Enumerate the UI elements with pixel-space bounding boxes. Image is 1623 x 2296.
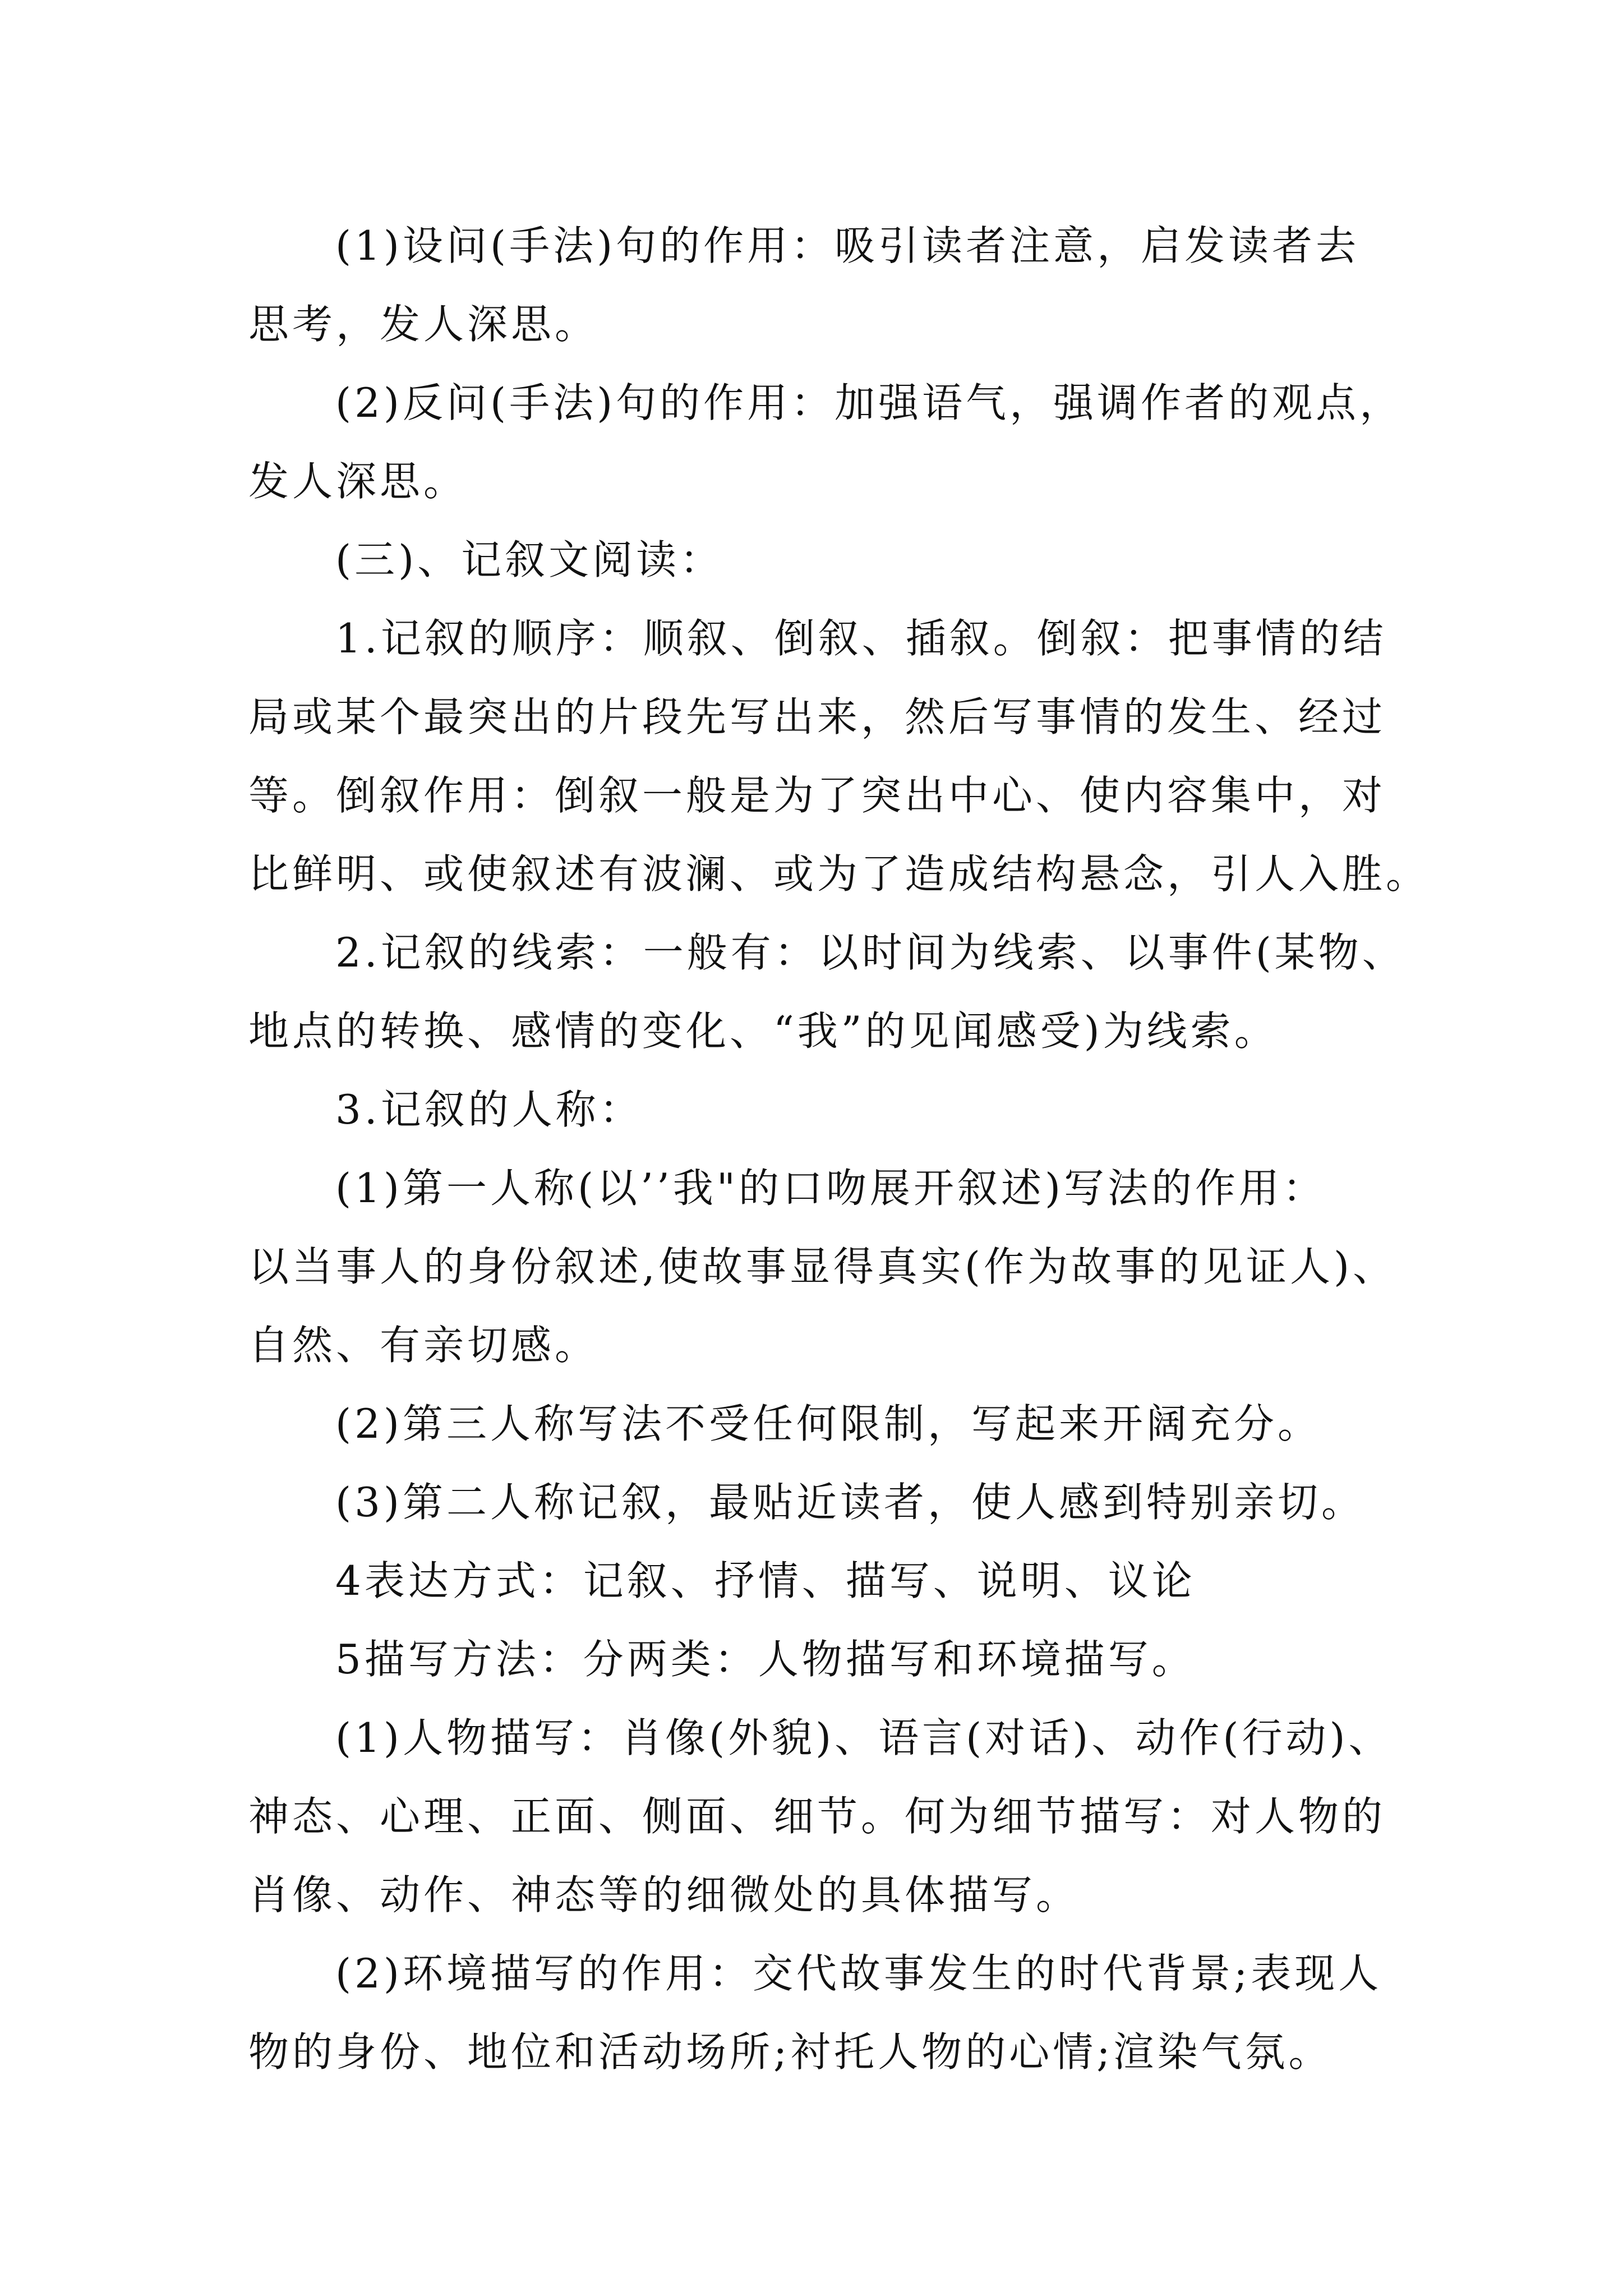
text-line: 肖像、动作、神态等的细微处的具体描写。 <box>248 1871 1080 1918</box>
text-line: 5描写方法：分两类：人物描写和环境描写。 <box>335 1636 1196 1683</box>
text-line: 2.记叙的线索：一般有：以时间为线索、以事件(某物、 <box>335 929 1406 976</box>
text-line: 物的身份、地位和活动场所;衬托人物的心情;渲染气氛。 <box>248 2028 1332 2076</box>
text-line: 思考，发人深思。 <box>248 301 599 348</box>
text-line: 4表达方式：记叙、抒情、描写、说明、议论 <box>335 1557 1196 1604</box>
text-line: 比鲜明、或使叙述有波澜、或为了造成结构悬念，引人入胜。 <box>248 850 1430 898</box>
text-line: (1)人物描写：肖像(外貌)、语言(对话)、动作(行动)、 <box>335 1714 1393 1761</box>
text-line: 自然、有亲切感。 <box>248 1322 599 1369</box>
text-line: (1)设问(手法)句的作用：吸引读者注意，启发读者去 <box>335 222 1360 269</box>
text-line: 3.记叙的人称： <box>335 1086 643 1133</box>
text-line: 地点的转换、感情的变化、“我”的见闻感受)为线索。 <box>248 1007 1278 1055</box>
section-heading: (三)、记叙文阅读： <box>335 536 724 583</box>
text-line: (3)第二人称记叙，最贴近读者，使人感到特别亲切。 <box>335 1479 1365 1526</box>
text-line: 局或某个最突出的片段先写出来，然后写事情的发生、经过 <box>248 693 1386 740</box>
text-line: (2)环境描写的作用：交代故事发生的时代背景;表现人 <box>335 1950 1382 1997</box>
text-line: 以当事人的身份叙述,使故事显得真实(作为故事的见证人)、 <box>248 1243 1397 1290</box>
text-line: 等。倒叙作用：倒叙一般是为了突出中心、使内容集中，对 <box>248 772 1386 819</box>
text-line: (2)反问(手法)句的作用：加强语气，强调作者的观点， <box>335 379 1404 426</box>
text-line: 1.记叙的顺序：顺叙、倒叙、插叙。倒叙：把事情的结 <box>335 615 1387 662</box>
text-line: (2)第三人称写法不受任何限制，写起来开阔充分。 <box>335 1400 1321 1447</box>
text-line: (1)第一人称(以’’我"的口吻展开叙述)写法的作用： <box>335 1165 1327 1212</box>
text-line: 发人深思。 <box>248 458 468 505</box>
text-line: 神态、心理、正面、侧面、细节。何为细节描写：对人物的 <box>248 1793 1386 1840</box>
